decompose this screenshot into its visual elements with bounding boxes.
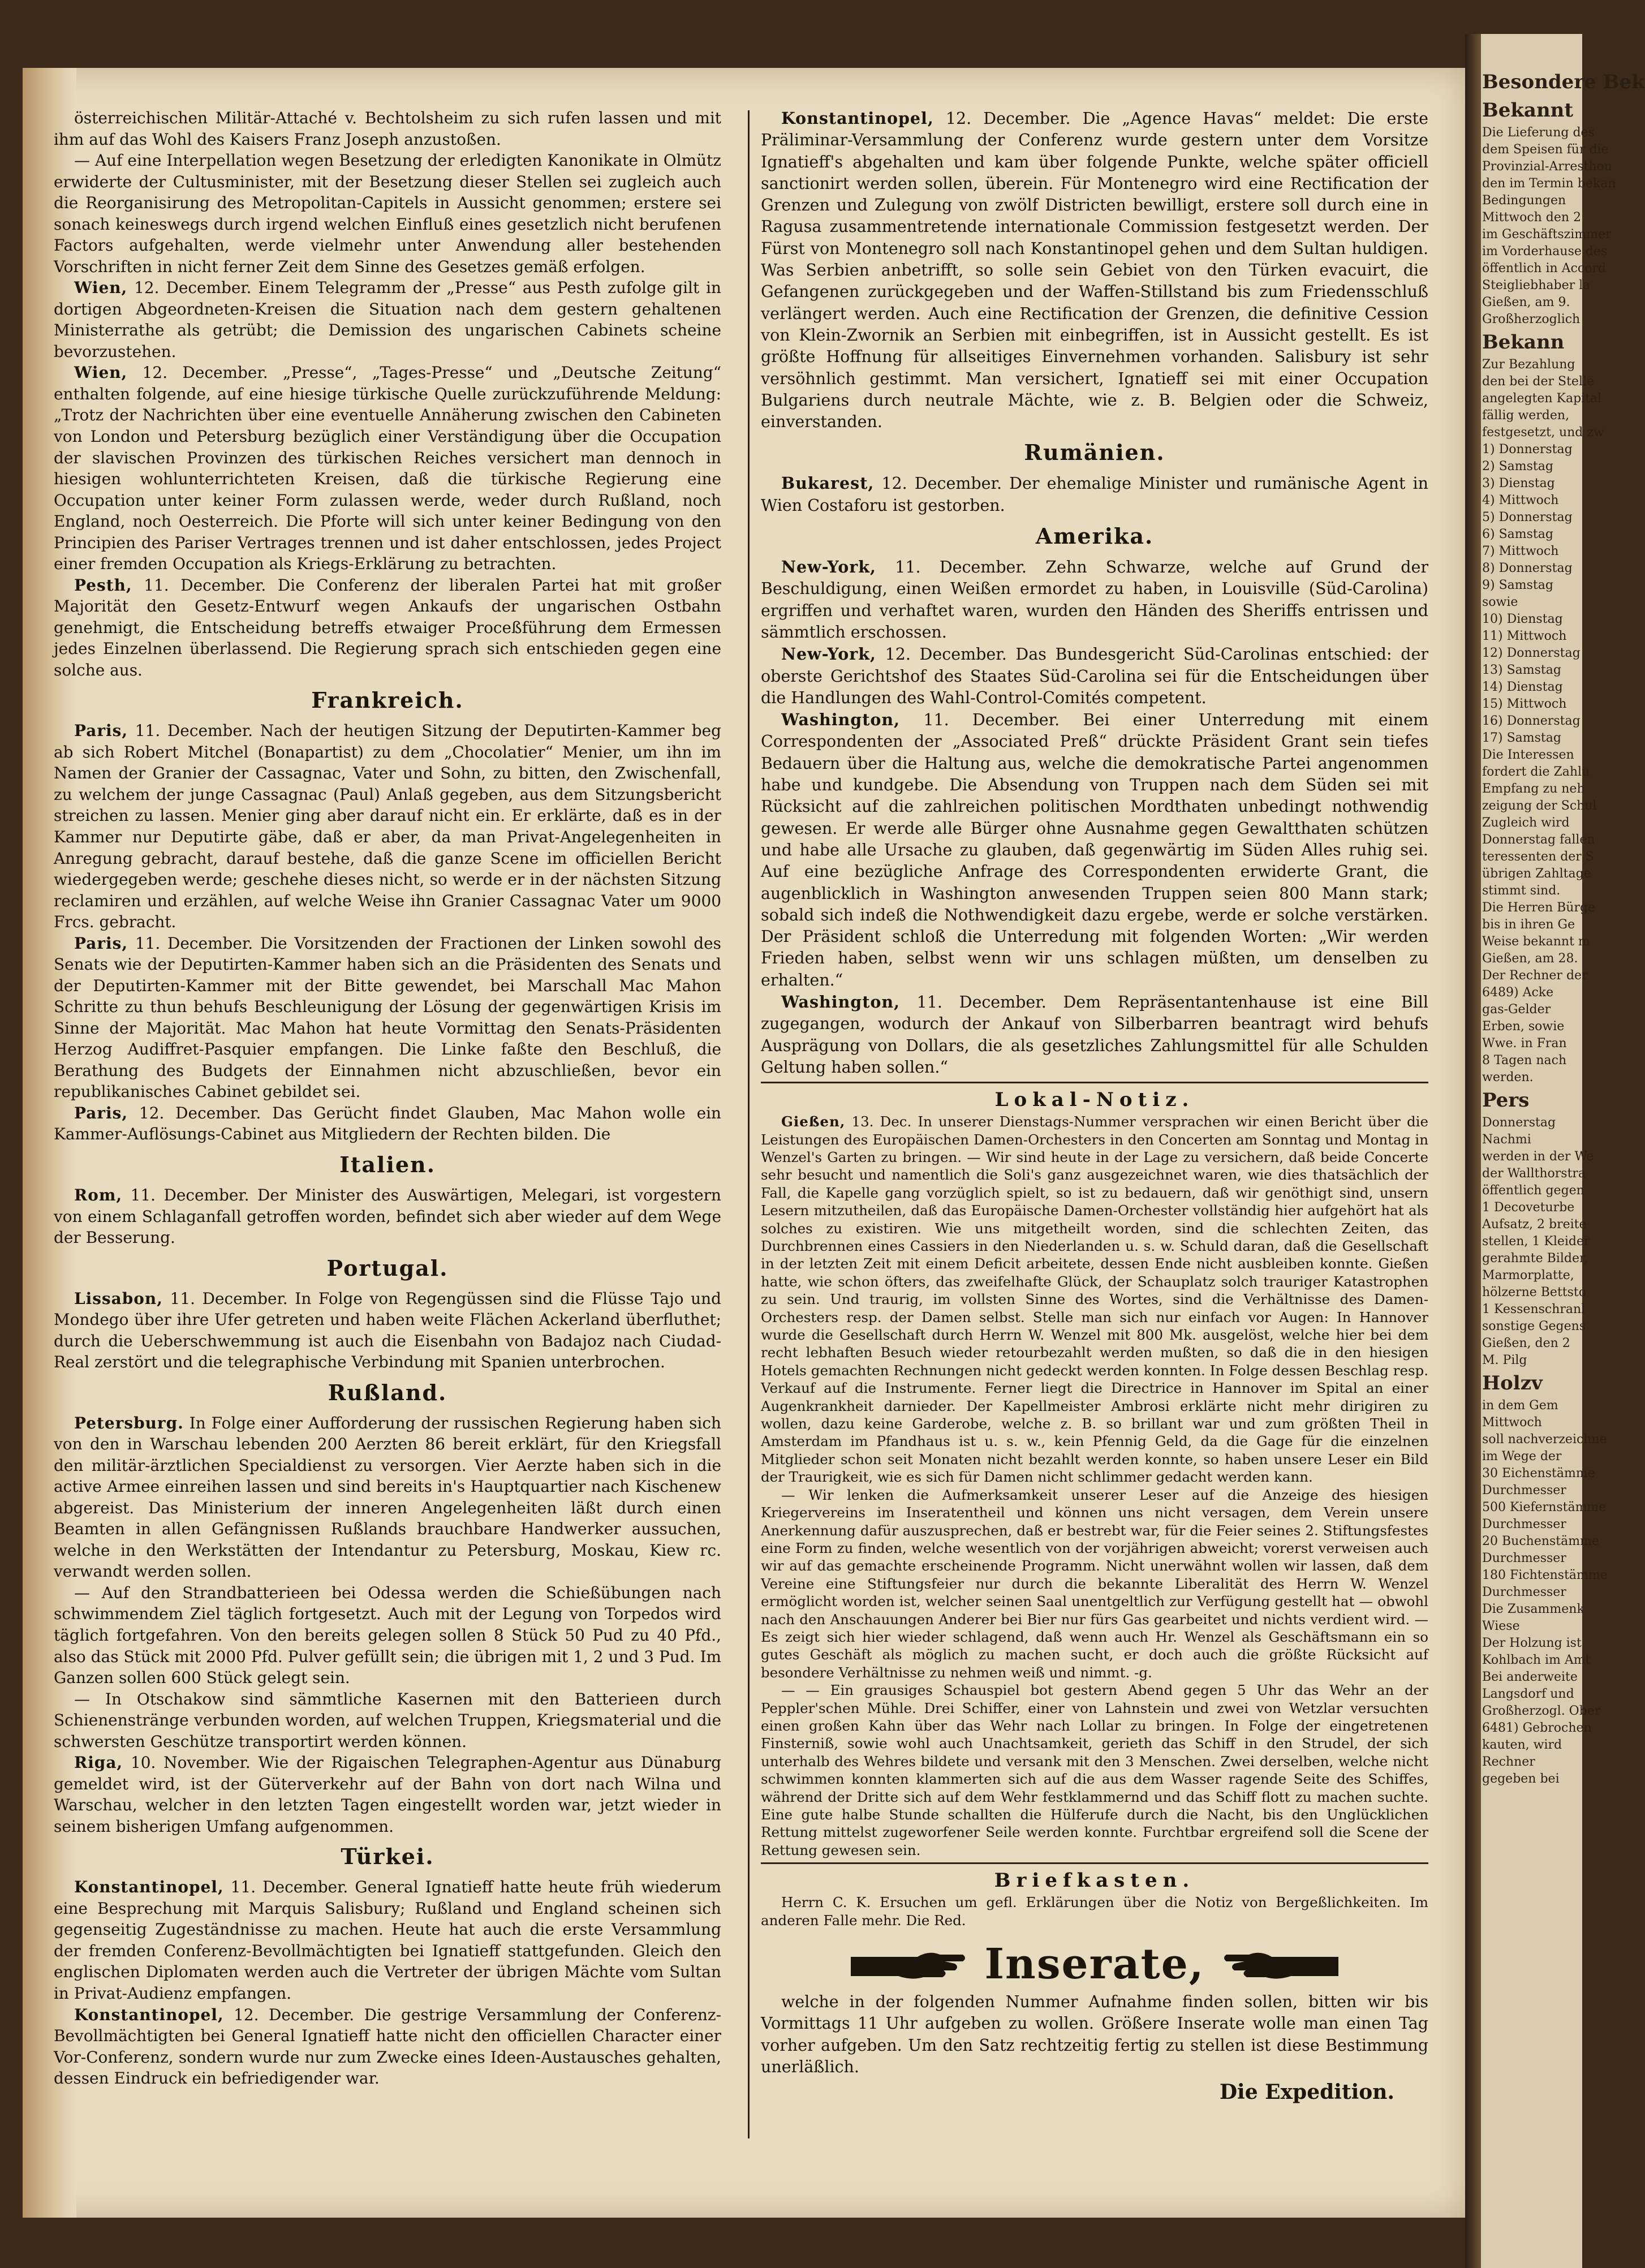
adjacent-line: gerahmte Bilder, xyxy=(1482,1251,1588,1266)
article-text: 11. December. Der Minister des Auswärtigen, Melegari, ist vorgestern von einem Schlaganfall getroffen worden, befindet sich aber wieder auf dem Wege der Besserung. xyxy=(54,1185,721,1247)
article-paragraph xyxy=(54,107,721,150)
article-text: 12. December. Die gestrige Versammlung der Conferenz-Bevollmächtigten bei General Ignatieff hatte nicht den officiellen Character einer Vor-Conferenz, sondern wurde nur zum Zwecke eines Ideen-Austausches gehalten, dessen Eindruck ein befriedigender war. xyxy=(54,2005,721,2088)
adjacent-heading: Bekannt xyxy=(1482,99,1574,122)
adjacent-line: 13) Samstag xyxy=(1482,663,1561,677)
adjacent-line: Durchmesser xyxy=(1482,1483,1566,1497)
article-paragraph xyxy=(54,720,721,932)
pointing-hand-icon xyxy=(850,1944,968,1984)
article-text: 11. December. Die Conferenz der liberalen Partei hat mit großer Majorität den Gesetz-Entwurf wegen Ankaufs der ungarischen Ostbahn genehmigt, die Entscheidung betreffs etwaiger Proceßführung dem Ermessen jedes Einzelnen überlassend. Die Regierung sprach sich entschieden gegen eine solche aus. xyxy=(54,575,721,679)
article-paragraph xyxy=(54,1413,721,1582)
adjacent-line: den im Termin bekan xyxy=(1482,177,1616,191)
adjacent-line: 9) Samstag xyxy=(1482,578,1553,592)
adjacent-line: Die Lieferung des xyxy=(1482,126,1595,140)
article-dateline: Paris, xyxy=(74,1103,128,1122)
adjacent-line: der Wallthorstra xyxy=(1482,1167,1586,1181)
adjacent-line: Provinzial-Arresthou xyxy=(1482,160,1613,174)
adjacent-line: Die Herren Bürge xyxy=(1482,901,1596,915)
article-text: welche in der folgenden Nummer Aufnahme finden sollen, bitten wir bis Vormittags 11 Uhr aufgeben zu wollen. Größere Inserate wolle man einen Tag vorher aufgeben. Um den Satz rechtzeitig fertig zu stellen ist diese Bestimmung unerläßlich. xyxy=(761,1992,1428,2076)
adjacent-line: Wiese xyxy=(1482,1619,1520,1633)
adjacent-line: Großherzogl. Ober xyxy=(1482,1704,1601,1718)
article-dateline: Wien, xyxy=(74,278,128,298)
article-text: 10. November. Wie der Rigaischen Telegraphen-Agentur aus Dünaburg gemeldet wird, ist der Güterverkehr auf der Bahn von dort nach Wilna und Warschau, welcher in den letzten Tagen eingestellt worden war, jetzt wieder in seinem bisherigen Umfang aufgenommen. xyxy=(54,1753,721,1836)
article-text: 11. December. Dem Repräsentantenhause ist eine Bill zugegangen, wodurch der Ankauf von Silberbarren beantragt wird behufs Ausprägung von Dollars, die als gesetzliches Zahlungsmittel für alle Schulden Geltung haben sollen.“ xyxy=(761,992,1428,1077)
adjacent-line: 500 Kiefernstämme xyxy=(1482,1500,1607,1514)
article-paragraph xyxy=(54,1877,721,2004)
adjacent-line: im Vorderhause des xyxy=(1482,244,1608,259)
adjacent-line: im Geschäftszimmer xyxy=(1482,227,1612,242)
adjacent-line: Langsdorf und xyxy=(1482,1687,1574,1701)
column-divider xyxy=(748,110,750,2138)
right-column xyxy=(761,107,1428,2138)
adjacent-line: in dem Gem xyxy=(1482,1398,1558,1413)
article-dateline: Washington, xyxy=(781,992,901,1012)
adjacent-line: Gießen, am 28. xyxy=(1482,952,1578,966)
adjacent-page-text xyxy=(1482,68,1645,1788)
adjacent-line: Der Holzung ist xyxy=(1482,1636,1582,1650)
adjacent-line: Großherzoglich xyxy=(1482,312,1581,326)
article-text: — In Otschakow sind sämmtliche Kasernen mit den Batterieen durch Schienenstränge verbunden worden, auf welchen Truppen, Kriegsmaterial und die schwersten Geschütze transportirt werden können. xyxy=(54,1689,721,1751)
article-text: 11. December. General Ignatieff hatte heute früh wiederum eine Besprechung mit Marquis Salisbury; Rußland und England scheinen sich gegenseitig Zugeständnisse zu machen. Heute hat auch die erste Versammlung der fremden Conferenz-Bevollmächtigten bei Ignatieff stattgefunden. Gleich den englischen Diplomaten werden auch die Vertreter der übrigen Mächte vom Sultan in Privat-Audienz empfangen. xyxy=(54,1878,721,2003)
article-text: Herrn C. K. Ersuchen um gefl. Erklärungen über die Notiz von Bergeßlichkeiten. Im anderen Falle mehr. Die Red. xyxy=(761,1894,1428,1929)
adjacent-line: 5) Donnerstag xyxy=(1482,510,1573,524)
article-paragraph xyxy=(54,933,721,1103)
adjacent-line: Weise bekannt m xyxy=(1482,935,1590,949)
adjacent-line: 12) Donnerstag xyxy=(1482,646,1581,660)
adjacent-line: Rechner xyxy=(1482,1755,1535,1769)
adjacent-line: 15) Mittwoch xyxy=(1482,697,1567,711)
adjacent-line: 2) Samstag xyxy=(1482,459,1553,474)
article-text: — — Ein grausiges Schauspiel bot gestern Abend gegen 5 Uhr das Wehr an der Peppler'schen Mühle. Drei Schiffer, einer von Lahnstein und zwei von Wetzlar versuchten einen großen Kahn über das Wehr nach Lollar zu bringen. In Folge der eingetretenen Finsterniß, sowie wohl auch Unachtsamkeit, gerieth das Schiff in den Strudel, der sich unterhalb des Wehres bildete und versank mit den 3 Menschen. Zwei derselben, welche nicht schwimmen konnten klammerten sich auf die aus dem Wasser ragende Seite des Schiffes, während der Dritte sich auf dem Wehr festklammernd und das Schiff flott zu machen suchte. Eine gute halbe Stunde schallten die Hülferufe durch die Nacht, bis den Unglücklichen Rettung mittelst zugeworfener Seile werden konnte. Furchtbar ergreifend soll die Scene der Rettung gewesen sein. xyxy=(761,1682,1428,1858)
adjacent-line: 17) Samstag xyxy=(1482,731,1561,745)
adjacent-line: den bei der Stelle xyxy=(1482,375,1595,389)
adjacent-line: Zugleich wird xyxy=(1482,816,1570,830)
article-dateline: New-York, xyxy=(781,644,876,664)
adjacent-line: Der Rechner der xyxy=(1482,969,1588,983)
left-column xyxy=(54,107,721,2138)
adjacent-line: werden in der We xyxy=(1482,1150,1594,1164)
article-text: 12. December. „Presse“, „Tages-Presse“ und „Deutsche Zeitung“ enthalten folgende, auf eine hiesige türkische Quelle zurückzuführende Meldung: „Trotz der Nachrichten über eine eventuelle Annäherung zwischen den Cabineten von London und Petersburg bezüglich einer Verständigung über die Occupation der slavischen Provinzen des türkischen Reiches versichert man dennoch in hiesigen wohlunterrichteten Kreisen, daß die türkische Regierung eine Occupation unter keiner Form zulassen werde, weder durch Rußland, noch England, noch Oesterreich. Die Pforte will sich unter keiner Bedingung von den Principien des Pariser Vertrages trennen und ist daher entschlossen, jedes Project einer fremden Occupation als Kriegs-Erklärung zu betrachten. xyxy=(54,363,721,574)
adjacent-heading: Bekann xyxy=(1482,331,1565,354)
article-paragraph xyxy=(761,1991,1428,2078)
adjacent-line: 30 Eichenstämme xyxy=(1482,1466,1595,1481)
article-paragraph xyxy=(54,1582,721,1689)
expedition-signature: Die Expedition. xyxy=(1219,2080,1394,2105)
article-text: 11. December. Zehn Schwarze, welche auf Grund der Beschuldigung, einen Weißen ermordet zu haben, in Louisville (Süd-Carolina) ergriffen und verhaftet waren, wurden den Händen des Sheriffs entrissen und sämmtlich erschossen. xyxy=(761,558,1428,642)
adjacent-line: 4) Mittwoch xyxy=(1482,493,1559,507)
section-heading: Amerika. xyxy=(1035,523,1154,549)
article-paragraph xyxy=(761,1893,1428,1929)
adjacent-line: 1) Donnerstag xyxy=(1482,442,1573,457)
adjacent-line: teressenten der S xyxy=(1482,850,1594,864)
adjacent-line: dem Speisen für die xyxy=(1482,143,1609,157)
adjacent-line: Die Zusammenk xyxy=(1482,1602,1584,1616)
adjacent-line: stimmt sind. xyxy=(1482,884,1561,898)
article-dateline: Konstantinopel, xyxy=(74,1878,224,1897)
article-paragraph xyxy=(54,575,721,681)
adjacent-heading: Holzv xyxy=(1482,1372,1543,1395)
article-dateline: Washington, xyxy=(781,710,901,730)
adjacent-line: Bedingungen xyxy=(1482,193,1566,208)
article-dateline: Lissabon, xyxy=(74,1289,163,1308)
adjacent-line: zeigung der Schul xyxy=(1482,799,1597,813)
adjacent-line: Steigliebhaber la xyxy=(1482,278,1591,292)
article-text: — Auf den Strandbatterieen bei Odessa werden die Schießübungen nach schwimmendem Ziel täglich fortgesetzt. Auch mit der Legung von Torpedos wird täglich fortgefahren. Von den bereits gelegen sollen 8 Stück 50 Pud zu 40 Pfd., also das Stück mit 2000 Pfd. Pulver gefüllt sein; die übrigen mit 1, 2 und 3 Pud. Im Ganzen sollen 600 Stück gelegt sein. xyxy=(54,1583,721,1688)
article-paragraph xyxy=(54,1103,721,1145)
article-dateline: Paris, xyxy=(74,721,128,741)
adjacent-line: werden. xyxy=(1482,1070,1534,1084)
adjacent-line: Wwe. in Fran xyxy=(1482,1036,1567,1051)
article-dateline: Bukarest, xyxy=(781,474,875,493)
adjacent-line: Donnerstag fallen xyxy=(1482,833,1595,847)
adjacent-line: Gießen, am 9. xyxy=(1482,295,1570,309)
adjacent-line: Durchmesser xyxy=(1482,1585,1566,1599)
adjacent-line: 11) Mittwoch xyxy=(1482,629,1567,643)
page-gutter xyxy=(1465,34,1481,2268)
article-text: 13. Dec. In unserer Dienstags-Nummer versprachen wir einen Bericht über die Leistungen des Europäischen Damen-Orchesters in den Concerten am Sonntag und Montag in Wenzel's Garten zu bringen. — Wir sind heute in der Lage zu versichern, daß beide Concerte sehr besucht und namentlich die Soli's ganz ausgezeichnet waren, wie dies thatsächlich der Fall, die Kapelle gang vorzüglich spielt, so ist zu bedauern, daß wir genöthigt sind, unsern Lesern mitzutheilen, daß das Europäische Damen-Orchester vollständig hier aufgehört hat als solches zu existiren. Wie uns mitgetheilt worden, sind die schlechten Zeiten, das Durchbrennen eines Cassiers in den Niederlanden u. s. w. Schuld daran, daß die Gesellschaft in der letzten Zeit mit einem Deficit arbeitete, dessen Ende nicht ausbleiben konnte. Gießen hatte, wie schon öfters, das zweifelhafte Glück, der Schauplatz solch trauriger Katastrophen zu sein. Und traurig, im vollsten Sinne des Wortes, sind die Verhältnisse des Damen-Orchesters resp. der Damen selbst. Stelle man sich nur einfach vor Augen: In Hannover wurde die Gesellschaft durch Herrn W. Wenzel mit 800 Mk. ausgelöst, welche hier bei dem recht lebhaften Besuch wieder retourbezahlt werden mußten, so daß die in den hiesigen Hotels gemachten Rechnungen nicht gedeckt werden konnten. In Folge dessen Beschlag resp. Verkauf auf die Instrumente. Ferner liegt die Directrice in Hannover im Spital an einer Augenkrankheit darnieder. Der Kapellmeister Ambrosi erklärte nicht mehr dirigiren zu wollen, dazu keine Garderobe, welche z. B. so brillant war und zum größten Theil in Amsterdam im Pfandhaus ist u. s. w., kein Pfennig Geld, da die Gage für die einzelnen Mitglieder schon seit Monaten nicht bezahlt werden konnte, so haben unsere Leser ein Bild der Traurigkeit, wie es sich für Damen nicht schlimmer gedacht werden kann. xyxy=(761,1113,1428,1486)
section-heading: Lokal-Notiz. xyxy=(761,1082,1428,1113)
adjacent-line: Die Interessen xyxy=(1482,748,1574,762)
adjacent-line: Kohlbach im Amt xyxy=(1482,1653,1591,1667)
article-paragraph xyxy=(761,991,1428,1078)
adjacent-line: Nachmi xyxy=(1482,1133,1531,1147)
adjacent-line: sonstige Gegens xyxy=(1482,1319,1586,1333)
adjacent-line: Donnerstag xyxy=(1482,1116,1556,1130)
adjacent-line: soll nachverzeichne xyxy=(1482,1432,1607,1447)
adjacent-line: 6489) Acke xyxy=(1482,985,1554,1000)
article-dateline: Pesth, xyxy=(74,575,132,595)
article-text: 11. December. Die Vorsitzenden der Fractionen der Linken sowohl des Senats wie der Deputirten-Kammer haben sich an die Präsidenten des Senats und der Deputirten-Kammer mit der Bitte gewendet, bei Marschall Mac Mahon Schritte zu thun behufs Beschleunigung der Lösung der gegenwärtigen Krisis im Sinne der Majorität. Mac Mahon hat heute Vormittag den Senats-Präsidenten Herzog Audiffret-Pasquier empfangen. Die Linke faßte den Beschluß, die Berathung des Budgets der Einnahmen nicht abzuschließen, bevor ein republikanisches Cabinet gebildet sei. xyxy=(54,933,721,1101)
adjacent-line: Mittwoch den 2 xyxy=(1482,210,1582,225)
article-text: 11. December. Nach der heutigen Sitzung der Deputirten-Kammer beg ab sich Robert Mitchel (Bonapartist) zu dem „Chocolatier“ Menier, um ihn im Namen der Granier der Cassagnac, Vater und Sohn, zu bitten, den Zwischenfall, zu welchem der junge Cassagnac (Paul) Anlaß gegeben, aus dem Sitzungsbericht streichen zu lassen. Menier ging aber darauf nicht ein. Er erklärte, daß es in der Kammer nur Deputirte gäbe, daß er aber, da man Privat-Angelegenheiten in Anregung gebracht, darauf bestehe, daß die ganze Scene im officiellen Bericht wiedergegeben werde; geschehe dieses nicht, so werde er in der nächsten Sitzung reclamiren und erzählen, auf welche Weise ihn Granier Cassagnac Vater um 9000 Frcs. gebracht. xyxy=(54,721,721,932)
article-text: 12. December. Das Gerücht findet Glauben, Mac Mahon wolle ein Kammer-Auflösungs-Cabinet aus Mitgliedern der Rechten bilden. Die xyxy=(54,1103,721,1144)
adjacent-line: 8 Tagen nach xyxy=(1482,1053,1567,1068)
article-dateline: Paris, xyxy=(74,933,128,953)
adjacent-line: im Wege der xyxy=(1482,1449,1562,1464)
article-paragraph xyxy=(761,1113,1428,1486)
section-heading: Türkei. xyxy=(341,1844,434,1870)
article-paragraph xyxy=(54,150,721,277)
adjacent-line: 1 Decoveturbe xyxy=(1482,1200,1575,1215)
adjacent-line: angelegten Kapital xyxy=(1482,391,1602,406)
adjacent-line: 7) Mittwoch xyxy=(1482,544,1559,558)
article-dateline: Wien, xyxy=(74,363,128,382)
inserate-banner xyxy=(761,1942,1428,1987)
adjacent-line: gas-Gelder xyxy=(1482,1002,1551,1017)
adjacent-line: 20 Buchenstämme xyxy=(1482,1534,1599,1548)
adjacent-line: Bei anderweite xyxy=(1482,1670,1578,1684)
pointing-hand-icon xyxy=(1221,1944,1340,1984)
adjacent-line: Aufsatz, 2 breite xyxy=(1482,1217,1587,1232)
section-heading: Briefkasten. xyxy=(761,1862,1428,1893)
article-paragraph xyxy=(761,107,1428,433)
inserate-title: Inserate, xyxy=(984,1940,1205,1989)
section-heading: Italien. xyxy=(339,1151,436,1177)
adjacent-line: fällig werden, xyxy=(1482,408,1570,423)
article-paragraph xyxy=(54,2004,721,2089)
section-heading: Rußland. xyxy=(328,1379,447,1405)
article-paragraph xyxy=(761,1681,1428,1859)
adjacent-line: fordert die Zahlu xyxy=(1482,765,1590,779)
article-dateline: Petersburg. xyxy=(74,1413,184,1432)
section-heading: Portugal. xyxy=(326,1255,449,1281)
section-heading: Rumänien. xyxy=(1024,440,1165,466)
adjacent-line: 16) Donnerstag xyxy=(1482,714,1581,728)
adjacent-line: 8) Donnerstag xyxy=(1482,561,1573,575)
article-dateline: Gießen, xyxy=(781,1113,846,1130)
article-dateline: Konstantinopel, xyxy=(781,109,934,128)
adjacent-line: Durchmesser xyxy=(1482,1517,1566,1531)
article-text: — Auf eine Interpellation wegen Besetzung der erledigten Kanonikate in Olmütz erwiderte der Cultusminister, mit der Besetzung dieser Stellen sei zugleich auch die Reorganisirung des Metropolitan-Capitels in Aussicht genommen; erstere sei sonach keineswegs durch irgend welchen Einfluß eines gesetzlich nicht berufenen Factors aufgehalten, werde vielmehr unter Anwendung aller bestehenden Vorschriften in nicht ferner Zeit dem Sinne des Gesetzes gemäß erfolgen. xyxy=(54,151,721,276)
adjacent-line: Marmorplatte, xyxy=(1482,1268,1574,1283)
adjacent-line: Durchmesser xyxy=(1482,1551,1566,1565)
adjacent-line: Mittwoch xyxy=(1482,1415,1542,1430)
article-paragraph xyxy=(761,643,1428,709)
article-text: 12. December. Der ehemalige Minister und rumänische Agent in Wien Costaforu ist gestorben. xyxy=(761,474,1428,515)
adjacent-line: 1 Kessenschranl xyxy=(1482,1302,1586,1316)
adjacent-line: Zur Bezahlung xyxy=(1482,358,1575,372)
adjacent-line: M. Pilg xyxy=(1482,1353,1527,1367)
adjacent-line: 14) Dienstag xyxy=(1482,680,1563,694)
adjacent-line: gegeben bei xyxy=(1482,1772,1560,1786)
adjacent-line: 6) Samstag xyxy=(1482,527,1553,541)
adjacent-line: öffentlich gegen xyxy=(1482,1184,1584,1198)
article-dateline: Konstantinopel, xyxy=(74,2005,224,2024)
adjacent-heading: Pers xyxy=(1482,1089,1530,1112)
article-dateline: New-York, xyxy=(781,557,876,577)
adjacent-line: bis in ihren Ge xyxy=(1482,918,1575,932)
article-paragraph xyxy=(54,1689,721,1753)
section-heading: Frankreich. xyxy=(311,687,464,713)
article-paragraph xyxy=(761,556,1428,643)
article-paragraph xyxy=(761,709,1428,991)
article-text: 12. December. Das Bundesgericht Süd-Carolinas entschied: der oberste Gerichtshof des Staates Süd-Carolina sei für die Entscheidungen über die Handlungen des Wahl-Control-Comités competent. xyxy=(761,645,1428,707)
article-dateline: Rom, xyxy=(74,1185,123,1204)
article-paragraph xyxy=(54,362,721,574)
adjacent-heading: Besondere Bek xyxy=(1482,71,1645,93)
adjacent-line: Gießen, den 2 xyxy=(1482,1336,1570,1350)
article-text: 12. December. Einem Telegramm der „Presse“ aus Pesth zufolge gilt in dortigen Abgeordneten-Kreisen die Situation nach dem gestern gehaltenen Ministerrathe als getrübt; die Demission des ungarischen Cabinets scheine bevorzustehen. xyxy=(54,278,721,361)
article-paragraph xyxy=(761,1486,1428,1681)
adjacent-line: stellen, 1 Kleider xyxy=(1482,1234,1590,1249)
adjacent-line: kauten, wird xyxy=(1482,1738,1562,1752)
article-paragraph xyxy=(54,1288,721,1373)
article-text: 12. December. Die „Agence Havas“ meldet: Die erste Präliminar-Versammlung der Conferenz wurde gestern unter dem Vorsitze Ignatieff's abgehalten und kam über folgende Punkte, welche später officiell sanctionirt werden sollen, überein. Für Montenegro wird eine Rectification der Grenzen und Zulegung von zwölf Districten bewilligt, erstere soll durch eine in Ragusa zusammentretende internationale Commission festgesetzt werden. Der Fürst von Montenegro soll nach Konstantinopel gehen und dem Sultan huldigen. Was Serbien anbetrifft, so solle sein Gebiet von den Türken evacuirt, die Gefangenen zurückgegeben und der Waffen-Stillstand bis zum Friedensschluß verlängert werden. Auch eine Rectification der Grenzen, die definitive Cession von Klein-Zwornik an Serbien mit einbegriffen, ist in Aussicht gestellt. Es ist größte Hoffnung für allseitiges Einvernehmen vorhanden. Salisbury ist sehr versöhnlich gestimmt. Man versichert, Ignatieff sei mit einer Occupation Bulgariens durch neutrale Mächte, wie z. B. Belgien oder die Schweiz, einverstanden. xyxy=(761,109,1428,432)
adjacent-line: festgesetzt, und zw xyxy=(1482,425,1604,440)
article-text: — Wir lenken die Aufmerksamkeit unserer Leser auf die Anzeige des hiesigen Kriegervereins im Inseratentheil und können uns nicht versagen, dem Verein unsere Anerkennung dafür auszusprechen, daß er bestrebt war, für die Feier seines 2. Stiftungsfestes eine Form zu finden, welche wesentlich von der vorjährigen abweicht; vorerst verweisen auch wir auf das gemachte erscheinende Programm. Nicht unerwähnt wollen wir lassen, daß dem Vereine eine Stiftungsfeier nur durch die bekannte Liberalität des Herrn W. Wenzel ermöglicht worden ist, welcher seinen Saal unentgeltlich zur Verfügung gestellt hat — obwohl nach den Anschauungen Anderer bei Bier nur fürs Gas gearbeitet und nichts verdient wird. — Es zeigt sich hier wieder schlagend, daß wenn auch Hr. Wenzel als Geschäftsmann ein so gutes Geschäft als möglich zu machen sucht, er doch auch die größte Rücksicht auf besondere Verhältnisse zu nehmen weiß und nimmt. -g. xyxy=(761,1486,1428,1681)
adjacent-line: öffentlich in Accord xyxy=(1482,261,1607,276)
article-text: In Folge einer Aufforderung der russischen Regierung haben sich von den in Warschau lebenden 200 Aerzten 86 bereit erklärt, für den Kriegsfall den militär-ärztlichen Specialdienst zu versorgen. Vier Aerzte haben sich in die active Armee einreihen lassen und sind bereits in's Hauptquartier nach Kischenew abgereist. Das Ministerium der inneren Angelegenheiten läßt durch einen Beamten in allen Gefängnissen Rußlands brauchbare Handwerker aussuchen, welche in den Werkstätten der Intendantur zu Petersburg, Moskau, Kiew rc. verwandt werden sollen. xyxy=(54,1413,721,1581)
adjacent-line: 6481) Gebrochen xyxy=(1482,1721,1592,1735)
adjacent-page-edge xyxy=(1465,34,1645,2268)
adjacent-line: sowie xyxy=(1482,595,1518,609)
article-text: 11. December. Bei einer Unterredung mit einem Correspondenten der „Associated Preß“ drückte Präsident Grant sein tiefes Bedauern über die Haltung aus, welche die demokratische Partei angenommen habe und kundgebe. Die Absendung von Truppen nach dem Süden sei mit Rücksicht auf die zahlreichen politischen Mordthaten unbedingt nothwendig gewesen. Er werde alle Bürger ohne Ausnahme gegen Gewaltthaten schützen und habe alle Ursache zu glauben, daß gegenwärtig im Süden Alles ruhig sei. Auf eine bezügliche Anfrage des Correspondenten erwiderte Grant, die augenblicklich in Washington anwesenden Truppen seien 800 Mann stark; sobald sich indeß die Nothwendigkeit dazu ergebe, werde er solche verstärken. Der Präsident schloß die Unterredung mit folgenden Worten: „Wir werden Frieden haben, selbst wenn wir uns schlagen müßten, um denselben zu erhalten.“ xyxy=(761,711,1428,989)
article-paragraph xyxy=(54,1752,721,1837)
adjacent-line: hölzerne Bettsto xyxy=(1482,1285,1587,1299)
article-paragraph xyxy=(54,277,721,362)
article-text: 11. December. In Folge von Regengüssen sind die Flüsse Tajo und Mondego über ihre Ufer getreten und haben weite Flächen Ackerland überfluthet; durch die Ueberschwemmung ist auch die Eisenbahn von Badajoz nach Ciudad-Real zerstört und die telegraphische Verbindung mit Spanien unterbrochen. xyxy=(54,1289,721,1372)
article-text: österreichischen Militär-Attaché v. Bechtolsheim zu sich rufen lassen und mit ihm auf das Wohl des Kaisers Franz Joseph anzustoßen. xyxy=(54,109,721,149)
article-paragraph xyxy=(54,1185,721,1249)
adjacent-line: 3) Dienstag xyxy=(1482,476,1555,490)
adjacent-line: 10) Dienstag xyxy=(1482,612,1563,626)
adjacent-line: Erben, sowie xyxy=(1482,1019,1565,1034)
article-paragraph xyxy=(761,472,1428,517)
adjacent-line: übrigen Zahltage xyxy=(1482,867,1591,881)
adjacent-line: Empfang zu neh xyxy=(1482,782,1585,796)
adjacent-line: 180 Fichtenstämme xyxy=(1482,1568,1608,1582)
article-dateline: Riga, xyxy=(74,1753,123,1772)
